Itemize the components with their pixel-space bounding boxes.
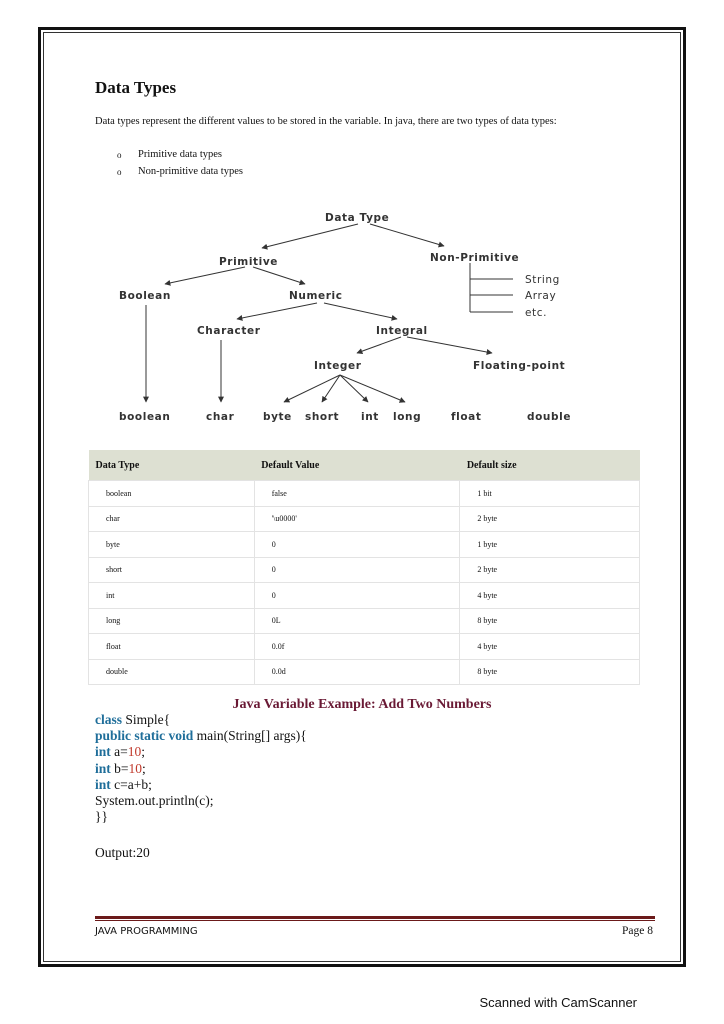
edge-numeric-character: [237, 303, 317, 319]
table-cell: 4 byte: [460, 583, 640, 609]
edge-primitive-numeric: [253, 267, 305, 284]
table-cell: '\u0000': [254, 506, 460, 532]
tree-etc-label: etc.: [525, 307, 548, 319]
code-line: [95, 728, 307, 744]
tree-leaf-char: char: [206, 411, 235, 423]
code-number: 10: [128, 760, 143, 776]
code-line: System.out.println(c);: [95, 793, 214, 809]
list-item: [117, 146, 243, 163]
tree-leaf-long: long: [393, 411, 422, 423]
tree-boolean-group-label: Boolean: [119, 290, 171, 302]
output-text: Output:20: [95, 845, 150, 860]
scanner-watermark: Scanned with CamScanner: [479, 995, 637, 1010]
edge-numeric-integral: [324, 303, 397, 319]
footer-rule: [95, 916, 655, 919]
code-keyword: int: [95, 776, 111, 792]
example-title: Java Variable Example: Add Two Numbers: [232, 697, 492, 712]
code-text: ;: [142, 760, 146, 776]
edge-integer-int: [340, 375, 368, 402]
table-header-cell: Default Value: [254, 450, 460, 481]
tree-string-label: String: [525, 274, 560, 286]
tree-leaf-float: float: [451, 411, 482, 423]
code-keyword: int: [95, 744, 111, 760]
table-cell: 1 byte: [460, 532, 640, 558]
table-cell: 0L: [254, 608, 460, 634]
table-cell: 0.0d: [254, 659, 460, 685]
code-text: b=: [110, 760, 129, 776]
table-cell: 2 byte: [460, 557, 640, 583]
table-header-cell: Data Type: [89, 450, 255, 481]
footer-rule-thin: [95, 920, 655, 921]
table-cell: boolean: [89, 481, 255, 507]
code-keyword: int: [95, 760, 111, 776]
code-text: c=a+b;: [110, 776, 152, 792]
list-item: [117, 163, 243, 180]
edge-integral-floating: [407, 337, 492, 353]
bullet-marker: o: [117, 166, 122, 177]
code-text: ;: [141, 744, 146, 760]
code-block: [95, 712, 307, 825]
table-row: [89, 659, 640, 685]
table-cell: 0.0f: [254, 634, 460, 660]
table-row: [89, 608, 640, 634]
tree-leaf-boolean: boolean: [119, 411, 171, 423]
table-row: [89, 634, 640, 660]
table-row: [89, 506, 640, 532]
table-cell: long: [89, 608, 255, 634]
tree-character-label: Character: [197, 325, 261, 337]
code-line: [95, 712, 307, 728]
edge-root-primitive: [262, 224, 358, 248]
intro-paragraph: Data types represent the different values to be stored in the variable. In java, there are two types of data types:: [95, 116, 557, 127]
table-header-cell: Default size: [460, 450, 640, 481]
table-row: [89, 557, 640, 583]
code-line: }}: [95, 809, 108, 825]
table-cell: 0: [254, 583, 460, 609]
code-text: a=: [110, 744, 128, 760]
tree-leaf-short: short: [305, 411, 340, 423]
table-cell: 2 byte: [460, 506, 640, 532]
table-cell: 1 bit: [460, 481, 640, 507]
table-cell: 0: [254, 532, 460, 558]
bullet-text: Primitive data types: [138, 149, 222, 160]
code-text: main(String[] args){: [193, 728, 307, 744]
code-text: Simple{: [122, 712, 171, 727]
tree-root-label: Data Type: [325, 212, 390, 224]
data-type-tree-diagram: [88, 205, 588, 430]
table-cell: int: [89, 583, 255, 609]
data-type-table: [88, 450, 640, 685]
tree-leaf-int: int: [361, 411, 379, 423]
code-line: [95, 777, 307, 793]
edge-integral-integer: [357, 337, 401, 353]
edge-root-nonprimitive: [370, 224, 444, 246]
tree-integral-label: Integral: [376, 325, 428, 337]
table-cell: double: [89, 659, 255, 685]
table-row: [89, 481, 640, 507]
table-row: [89, 532, 640, 558]
tree-floating-point-label: Floating-point: [473, 360, 566, 372]
tree-leaf-double: double: [527, 411, 572, 423]
bullet-marker: o: [117, 149, 122, 160]
tree-integer-label: Integer: [314, 360, 362, 372]
edge-primitive-boolean: [165, 267, 245, 284]
table-header-row: [89, 450, 640, 481]
page-number: Page 8: [622, 925, 653, 937]
bullet-text: Non-primitive data types: [138, 166, 243, 177]
footer-title: JAVA PROGRAMMING: [95, 926, 198, 937]
tree-numeric-label: Numeric: [289, 290, 343, 302]
table-cell: 0: [254, 557, 460, 583]
table-row: [89, 583, 640, 609]
bullet-list: [117, 146, 243, 180]
code-number: 10: [127, 744, 142, 760]
table-cell: float: [89, 634, 255, 660]
table-cell: char: [89, 506, 255, 532]
tree-nonprimitive-label: Non-Primitive: [430, 252, 520, 264]
page-heading: Data Types: [95, 78, 177, 97]
tree-leaf-byte: byte: [263, 411, 292, 423]
table-cell: 8 byte: [460, 659, 640, 685]
code-line: [95, 761, 307, 777]
code-keyword: public static void: [95, 728, 194, 744]
table-cell: false: [254, 481, 460, 507]
code-keyword: class: [95, 712, 122, 727]
tree-array-label: Array: [525, 290, 557, 302]
table-cell: short: [89, 557, 255, 583]
table-cell: byte: [89, 532, 255, 558]
table-cell: 4 byte: [460, 634, 640, 660]
code-line: [95, 744, 307, 760]
edge-integer-long: [340, 375, 405, 402]
table-cell: 8 byte: [460, 608, 640, 634]
tree-primitive-label: Primitive: [219, 256, 278, 268]
